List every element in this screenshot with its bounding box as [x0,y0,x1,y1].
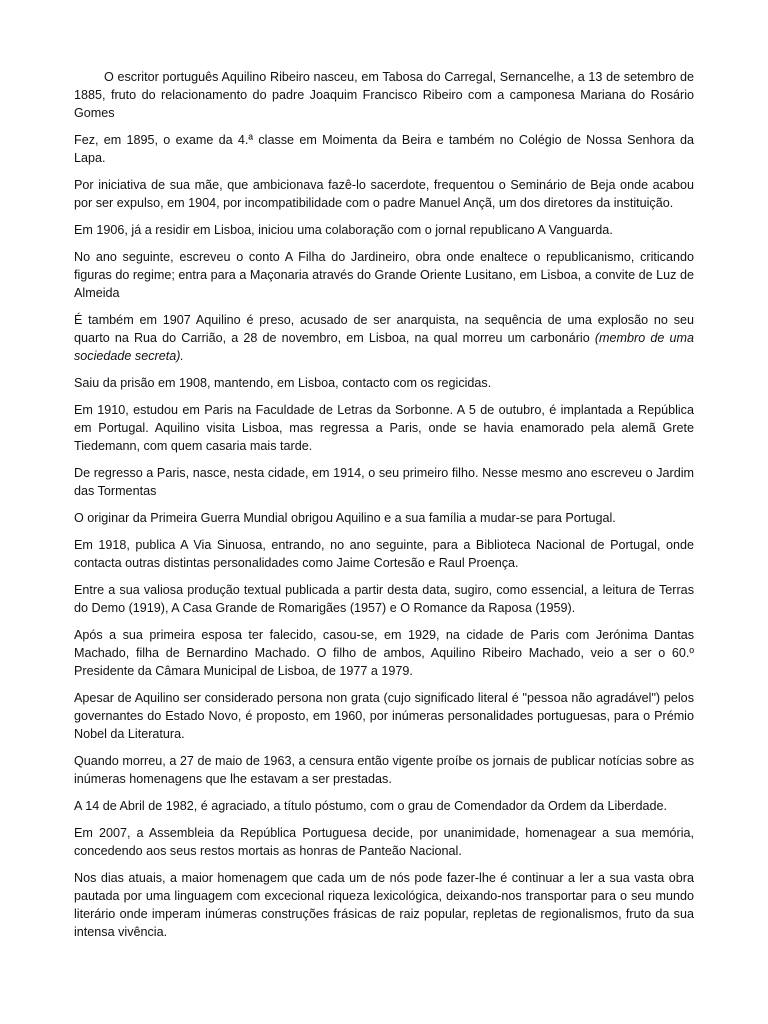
paragraph-paris-1910: Em 1910, estudou em Paris na Faculdade de Letras da Sorbonne. A 5 de outubro, é implantada a República em Portugal. Aquilino visita Lisboa, mas regressa a Paris, onde se havia enamorado pela alemã Grete Tiedemann, com quem casaria mais tarde. [74,403,694,453]
paragraph-via-sinuosa: Em 1918, publica A Via Sinuosa, entrando, no ano seguinte, para a Biblioteca Nacional de Portugal, onde contacta outras distintas personalidades como Jaime Cortesão e Raul Proença. [74,538,694,570]
paragraph-legacy: Nos dias atuais, a maior homenagem que cada um de nós pode fazer-lhe é continuar a ler a sua vasta obra pautada por uma linguagem com excecional riqueza lexicológica, deixando-nos transportar para o seu mundo literário onde imperam inúmeras construções frásicas de raiz popular, repletas de regionalismos, fruto da sua intensa vivência. [74,871,694,939]
paragraph-release-1908: Saiu da prisão em 1908, mantendo, em Lisboa, contacto com os regicidas. [74,376,492,390]
paragraph-posthumous-honor: A 14 de Abril de 1982, é agraciado, a título póstumo, com o grau de Comendador da Ordem da Liberdade. [74,799,667,813]
paragraph-vanguarda: Em 1906, já a residir em Lisboa, iniciou uma colaboração com o jornal republicano A Vanguarda. [74,223,613,237]
paragraph-death: Quando morreu, a 27 de maio de 1963, a censura então vigente proíbe os jornais de publicar notícias sobre as inúmeras homenagens que lhe estavam a ser prestadas. [74,754,694,786]
paragraph-filha-do-jardineiro: No ano seguinte, escreveu o conto A Filha do Jardineiro, obra onde enaltece o republicanismo, criticando figuras do regime; entra para a Maçonaria através do Grande Oriente Lusitano, em Lisboa, a convite de Luz de Almeida [74,250,694,300]
paragraph-exam-1895: Fez, em 1895, o exame da 4.ª classe em Moimenta da Beira e também no Colégio de Nossa Senhora da Lapa. [74,133,694,165]
paragraph-first-son: De regresso a Paris, nasce, nesta cidade, em 1914, o seu primeiro filho. Nesse mesmo ano escreveu o Jardim das Tormentas [74,466,694,498]
document-page [74,68,694,950]
paragraph-seminary: Por iniciativa de sua mãe, que ambicionava fazê-lo sacerdote, frequentou o Seminário de Beja onde acabou por ser expulso, em 1904, por incompatibilidade com o padre Manuel Ançã, um dos diretores da instituição. [74,178,694,210]
carbonario-note: (membro de uma sociedade secreta). [74,331,694,363]
paragraph-second-marriage: Após a sua primeira esposa ter falecido, casou-se, em 1929, na cidade de Paris com Jerónima Dantas Machado, filha de Bernardino Machado. O filho de ambos, Aquilino Ribeiro Machado, veio a ser o 60.º Presidente da Câmara Municipal de Lisboa, de 1977 a 1979. [74,628,694,678]
paragraph-world-war: O originar da Primeira Guerra Mundial obrigou Aquilino e a sua família a mudar-se para Portugal. [74,511,616,525]
paragraph-nobel: Apesar de Aquilino ser considerado persona non grata (cujo significado literal é "pessoa não agradável") pelos governantes do Estado Novo, é proposto, em 1960, por inúmeras personalidades portuguesas, para o Prémio Nobel da Literatura. [74,691,694,741]
paragraph-prison-1907 [74,311,694,365]
paragraph-prison-text: É também em 1907 Aquilino é preso, acusado de ser anarquista, na sequência de uma explosão no seu quarto na Rua do Carrião, a 28 de novembro, em Lisboa, na qual morreu um carbonário [74,313,694,345]
paragraph-pantheon: Em 2007, a Assembleia da República Portuguesa decide, por unanimidade, homenagear a sua memória, concedendo aos seus restos mortais as honras de Panteão Nacional. [74,826,694,858]
paragraph-birth: O escritor português Aquilino Ribeiro nasceu, em Tabosa do Carregal, Sernancelhe, a 13 de setembro de 1885, fruto do relacionamento do padre Joaquim Francisco Ribeiro com a camponesa Mariana do Rosário Gomes [74,70,694,120]
paragraph-works: Entre a sua valiosa produção textual publicada a partir desta data, sugiro, como essencial, a leitura de Terras do Demo (1919), A Casa Grande de Romarigães (1957) e O Romance da Raposa (1959). [74,583,694,615]
